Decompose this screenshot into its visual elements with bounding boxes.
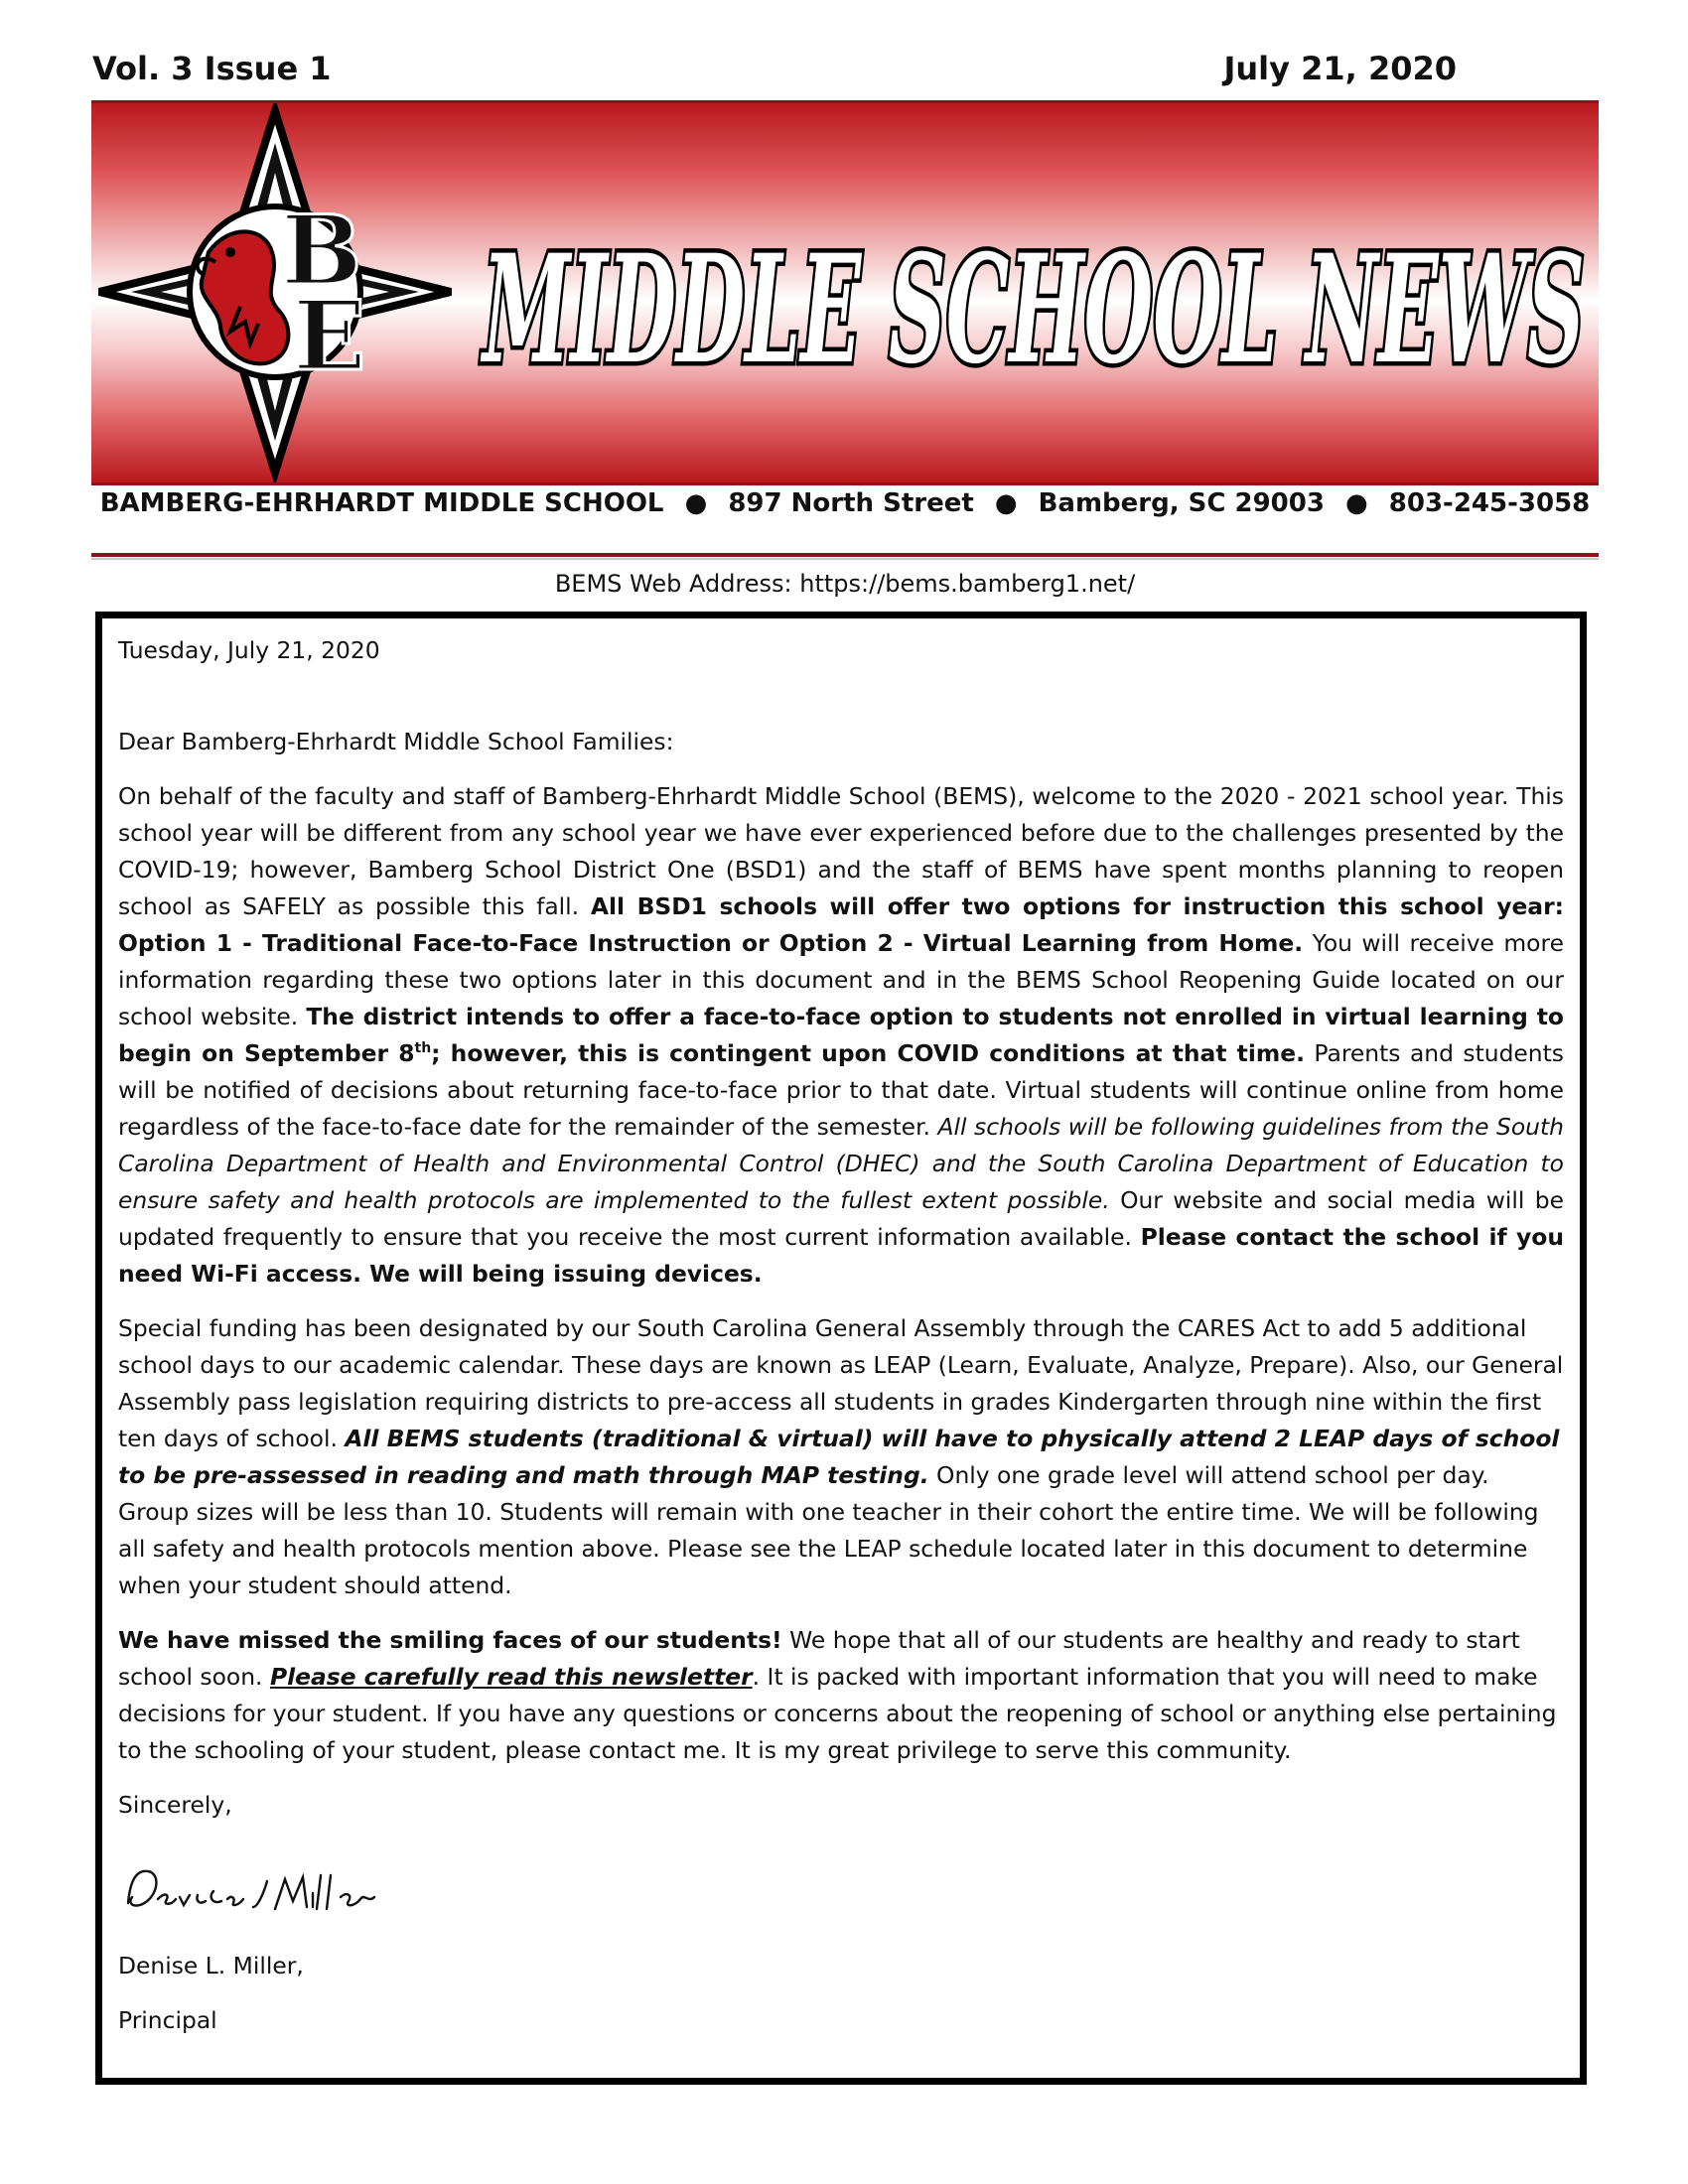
volume-issue: Vol. 3 Issue 1	[92, 50, 332, 87]
text-run: You will receive more information regarding these two options later in this document and in the BEMS School Reopening Guide located on our school website.	[118, 929, 1564, 1030]
issue-header	[92, 50, 1596, 93]
handwritten-signature	[118, 1851, 416, 1923]
principal-letter-box	[95, 612, 1587, 2085]
bullet-separator: ●	[684, 488, 708, 518]
principal-name: Denise L. Miller,	[118, 1952, 304, 1979]
bold-text-run: Please contact the school if you need Wi-Fi access. We will being issuing devices.	[118, 1223, 1564, 1288]
letter-date: Tuesday, July 21, 2020	[118, 636, 380, 664]
text-run: We hope that all of our students are healthy and ready to start school soon.	[118, 1626, 1520, 1691]
masthead-title	[469, 163, 1599, 431]
principal-title: Principal	[118, 2006, 217, 2034]
school-name: BAMBERG-EHRHARDT MIDDLE SCHOOL	[99, 488, 664, 518]
school-logo	[91, 103, 459, 482]
text-run: Parents and students will be notified of decisions about returning face-to-face prior to that date. Virtual students will continue online from home regardless of the face-to-face date for the remainder of the semester.	[118, 1039, 1564, 1141]
text-run: . It is packed with important information that you will need to make decisions for your student. If you have any questions or concerns about the reopening of school or anything else pertaining to the schooling of your student, please contact me. It is my great privilege to serve this community.	[118, 1663, 1557, 1764]
phone-number: 803-245-3058	[1388, 488, 1591, 518]
italic-text-run: All schools will be following guidelines from the South Carolina Department of Health and Environmental Control (DHEC) and the South Carolina Department of Education to ensure safety and health protocols are implemented to the fullest extent possible.	[118, 1113, 1564, 1214]
newsletter-banner	[91, 100, 1599, 485]
principal-letter	[118, 632, 1564, 2057]
school-address-bar	[91, 488, 1599, 528]
bullet-separator: ●	[994, 488, 1018, 518]
bold-text-run: All BSD1 schools will offer two options for instruction this school year: Option 1 - Traditional Face-to-Face Instruction or Option 2 - Virtual Learning from Home.	[118, 892, 1564, 957]
letter-paragraph-1	[118, 778, 1564, 1293]
bold-text-run: The district intends to offer a face-to-face option to students not enrolled in virtual learning to begin on September 8	[118, 1003, 1565, 1067]
text-run: Special funding has been designated by our South Carolina General Assembly through the CARES Act to add 5 additional school days to our academic calendar. These days are known as LEAP (Learn, Evaluate, Analyze, Prepare). Also, our General Assembly pass legislation requiring districts to pre-access all students in grades Kindergarten through nine within the first ten days of school.	[118, 1314, 1564, 1452]
letter-paragraph-2	[118, 1310, 1564, 1604]
logo-letter-b: B	[281, 195, 362, 307]
divider-rule-shadow	[91, 558, 1599, 560]
letter-paragraph-3	[118, 1622, 1564, 1769]
bullet-separator: ●	[1345, 488, 1368, 518]
text-run: Our website and social media will be updated frequently to ensure that you receive the most current information available.	[118, 1186, 1564, 1251]
bold-text-run: ; however, this is contingent upon COVID conditions at that time.	[431, 1039, 1305, 1067]
letter-closing: Sincerely,	[118, 1791, 232, 1819]
text-run: On behalf of the faculty and staff of Bamberg-Ehrhardt Middle School (BEMS), welcome to the 2020 - 2021 school year. This school year will be different from any school year we have ever experienced before due to the challenges presented by the COVID-19; however, Bamberg School District One (BSD1) and the staff of BEMS have spent months planning to reopen school as SAFELY as possible this fall.	[118, 782, 1564, 920]
superscript: th	[414, 1040, 432, 1057]
letter-greeting: Dear Bamberg-Ehrhardt Middle School Families:	[118, 728, 674, 755]
web-address[interactable]: BEMS Web Address: https://bems.bamberg1.net/	[554, 570, 1136, 598]
text-run: Only one grade level will attend school per day. Group sizes will be less than 10. Students will remain with one teacher in their cohort the entire time. We will be following all safety and health protocols mention above. Please see the LEAP schedule located later in this document to determine when your student should attend.	[118, 1461, 1539, 1599]
bold-italic-text-run: All BEMS students (traditional & virtual) will have to physically attend 2 LEAP days of school to be pre-assessed in reading and math through MAP testing.	[118, 1425, 1560, 1489]
divider-rule	[91, 553, 1599, 557]
issue-date: July 21, 2020	[1223, 50, 1457, 87]
logo-letter-e: E	[293, 280, 366, 392]
underlined-emphasis: Please carefully read this newsletter	[269, 1663, 753, 1691]
street-address: 897 North Street	[728, 488, 974, 518]
masthead-title-text: MIDDLE SCHOOL NEWS	[480, 222, 1586, 397]
bold-text-run: We have missed the smiling faces of our students!	[118, 1626, 782, 1654]
city-state-zip: Bamberg, SC 29003	[1038, 488, 1325, 518]
